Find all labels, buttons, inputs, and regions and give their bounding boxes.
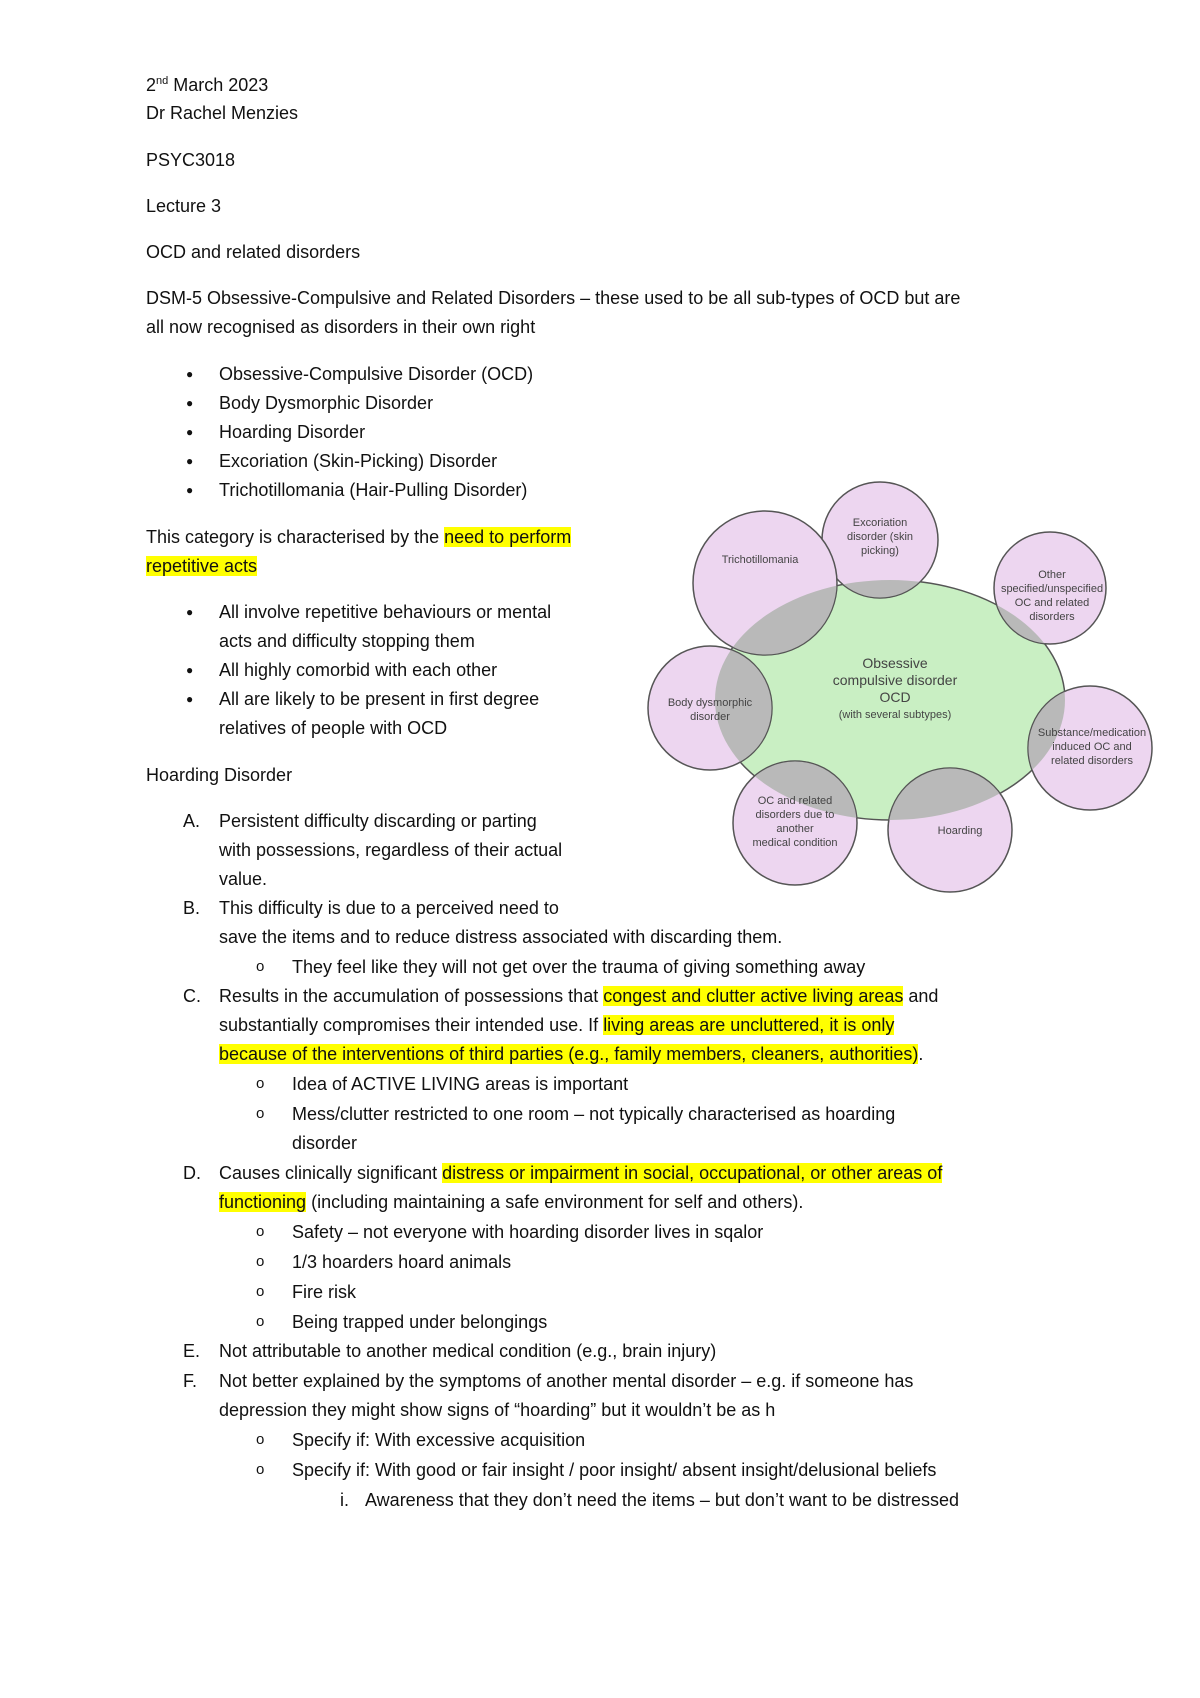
criterion-label: A. <box>183 811 201 831</box>
sub-point: They feel like they will not get over the trauma of giving something away <box>292 957 866 977</box>
category-line-2 <box>146 554 257 578</box>
sub-bullet-icon: o <box>256 1283 265 1300</box>
bullet-icon: ● <box>186 692 194 706</box>
satellite-label: Other <box>1038 569 1066 581</box>
lecture-topic: OCD and related disorders <box>146 242 361 262</box>
bullet-icon: ● <box>186 605 194 619</box>
bullet-icon: ● <box>186 454 194 468</box>
sub-point: Fire risk <box>292 1282 356 1302</box>
satellite-label: disorders due to <box>755 809 835 821</box>
section-heading-hoarding: Hoarding Disorder <box>146 765 293 785</box>
highlight: because of the interventions of third parties (e.g., family members, cleaners, authorities) <box>219 1044 919 1064</box>
sub-point: Specify if: With excessive acquisition <box>292 1430 586 1450</box>
criterion-text: Not attributable to another medical condition (e.g., brain injury) <box>219 1341 717 1361</box>
intro-line-2: all now recognised as disorders in their own right <box>146 317 536 337</box>
satellite-label: Excoriation <box>852 517 908 529</box>
satellite-label: medical condition <box>752 837 838 849</box>
satellite-label: disorders <box>1029 611 1075 623</box>
satellite-label: related disorders <box>1051 755 1133 767</box>
sub-bullet-icon: o <box>256 958 265 975</box>
satellite-label: Body dysmorphic <box>667 697 753 709</box>
intro-line-1: DSM-5 Obsessive-Compulsive and Related Disorders – these used to be all sub-types of OCD but are <box>146 288 961 308</box>
criterion-text: Not better explained by the symptoms of another mental disorder – e.g. if someone has <box>219 1371 914 1391</box>
criterion-text: value. <box>219 869 268 889</box>
list-item: Trichotillomania (Hair-Pulling Disorder) <box>219 480 528 500</box>
sub-bullet-icon: o <box>256 1253 265 1270</box>
sub-bullet-icon: o <box>256 1075 265 1092</box>
document-date: 2nd March 2023 <box>146 75 269 95</box>
sub-bullet-icon: o <box>256 1105 265 1122</box>
sub-point: 1/3 hoarders hoard animals <box>292 1252 512 1272</box>
satellite-label: another <box>776 823 814 835</box>
satellite-label: OC and related <box>1014 597 1090 609</box>
sub-bullet-icon: o <box>256 1223 265 1240</box>
sub-bullet-icon: o <box>256 1461 265 1478</box>
sub-sub-point: Awareness that they don’t need the items – but don’t want to be distressed <box>365 1490 960 1510</box>
criterion-label: F. <box>183 1371 198 1391</box>
bullet-icon: ● <box>186 425 194 439</box>
highlight: repetitive acts <box>146 556 258 576</box>
criterion-text: depression they might show signs of “hoarding” but it wouldn’t be as h <box>219 1400 776 1420</box>
list-item: Excoriation (Skin-Picking) Disorder <box>219 451 498 471</box>
category-line-1: This category is characterised by the need to perform <box>146 527 572 547</box>
criterion-label: D. <box>183 1163 201 1183</box>
criterion-text: functioning (including maintaining a safe environment for self and others). <box>219 1192 804 1212</box>
center-label: OCD <box>879 689 911 705</box>
highlight: functioning <box>219 1192 307 1212</box>
list-item: Hoarding Disorder <box>219 422 366 442</box>
center-label: (with several subtypes) <box>838 709 952 721</box>
list-item: All highly comorbid with each other <box>219 660 498 680</box>
satellite-label: induced OC and <box>1052 741 1132 753</box>
list-item: All involve repetitive behaviours or mental <box>219 602 552 622</box>
center-label: Obsessive <box>862 655 928 671</box>
bullet-icon: ● <box>186 396 194 410</box>
satellite-label: Substance/medication <box>1037 727 1147 739</box>
criterion-text: with possessions, regardless of their actual <box>219 840 563 860</box>
list-item-continued: acts and difficulty stopping them <box>219 631 475 651</box>
course-code: PSYC3018 <box>146 150 236 170</box>
satellite-label: disorder <box>690 711 730 723</box>
list-item-continued: relatives of people with OCD <box>219 718 448 738</box>
satellite-label: Trichotillomania <box>721 554 799 566</box>
ocd-related-disorders-diagram <box>640 478 1160 918</box>
author-name: Dr Rachel Menzies <box>146 103 299 123</box>
criterion-label: E. <box>183 1341 201 1361</box>
sub-point: Idea of ACTIVE LIVING areas is important <box>292 1074 629 1094</box>
criterion-text: because of the interventions of third parties (e.g., family members, cleaners, authorities). <box>219 1044 924 1064</box>
center-label: compulsive disorder <box>832 672 958 688</box>
criterion-text: Results in the accumulation of possessions that congest and clutter active living areas and <box>219 986 939 1006</box>
list-item: All are likely to be present in first degree <box>219 689 540 709</box>
criterion-text: save the items and to reduce distress associated with discarding them. <box>219 927 783 947</box>
bullet-icon: ● <box>186 367 194 381</box>
sub-point: Specify if: With good or fair insight / poor insight/ absent insight/delusional beliefs <box>292 1460 937 1480</box>
criterion-text: Causes clinically significant distress or impairment in social, occupational, or other areas of <box>219 1163 943 1183</box>
criterion-text: Persistent difficulty discarding or parting <box>219 811 537 831</box>
highlight: living areas are uncluttered, it is only <box>603 1015 895 1035</box>
list-item: Obsessive-Compulsive Disorder (OCD) <box>219 364 534 384</box>
criterion-label: B. <box>183 898 201 918</box>
satellite-label: specified/unspecified <box>1000 583 1104 595</box>
list-item: Body Dysmorphic Disorder <box>219 393 434 413</box>
sub-bullet-icon: o <box>256 1313 265 1330</box>
highlight: need to perform <box>444 527 572 547</box>
highlight: distress or impairment in social, occupational, or other areas of <box>442 1163 943 1183</box>
sub-point: Safety – not everyone with hoarding disorder lives in sqalor <box>292 1222 764 1242</box>
highlight: congest and clutter active living areas <box>603 986 904 1006</box>
bullet-icon: ● <box>186 663 194 677</box>
lecture-number: Lecture 3 <box>146 196 222 216</box>
satellite-label: OC and related <box>757 795 833 807</box>
criterion-text: This difficulty is due to a perceived need to <box>219 898 559 918</box>
satellite-label: disorder (skin <box>846 531 914 543</box>
roman-numeral: i. <box>340 1490 349 1510</box>
sub-point-continued: disorder <box>292 1133 358 1153</box>
sub-point: Mess/clutter restricted to one room – not typically characterised as hoarding <box>292 1104 896 1124</box>
sub-point: Being trapped under belongings <box>292 1312 548 1332</box>
criterion-text: substantially compromises their intended use. If living areas are uncluttered, it is only <box>219 1015 895 1035</box>
satellite-label: Hoarding <box>937 825 983 837</box>
satellite-label: picking) <box>861 545 899 557</box>
sub-bullet-icon: o <box>256 1431 265 1448</box>
bullet-icon: ● <box>186 483 194 497</box>
criterion-label: C. <box>183 986 201 1006</box>
